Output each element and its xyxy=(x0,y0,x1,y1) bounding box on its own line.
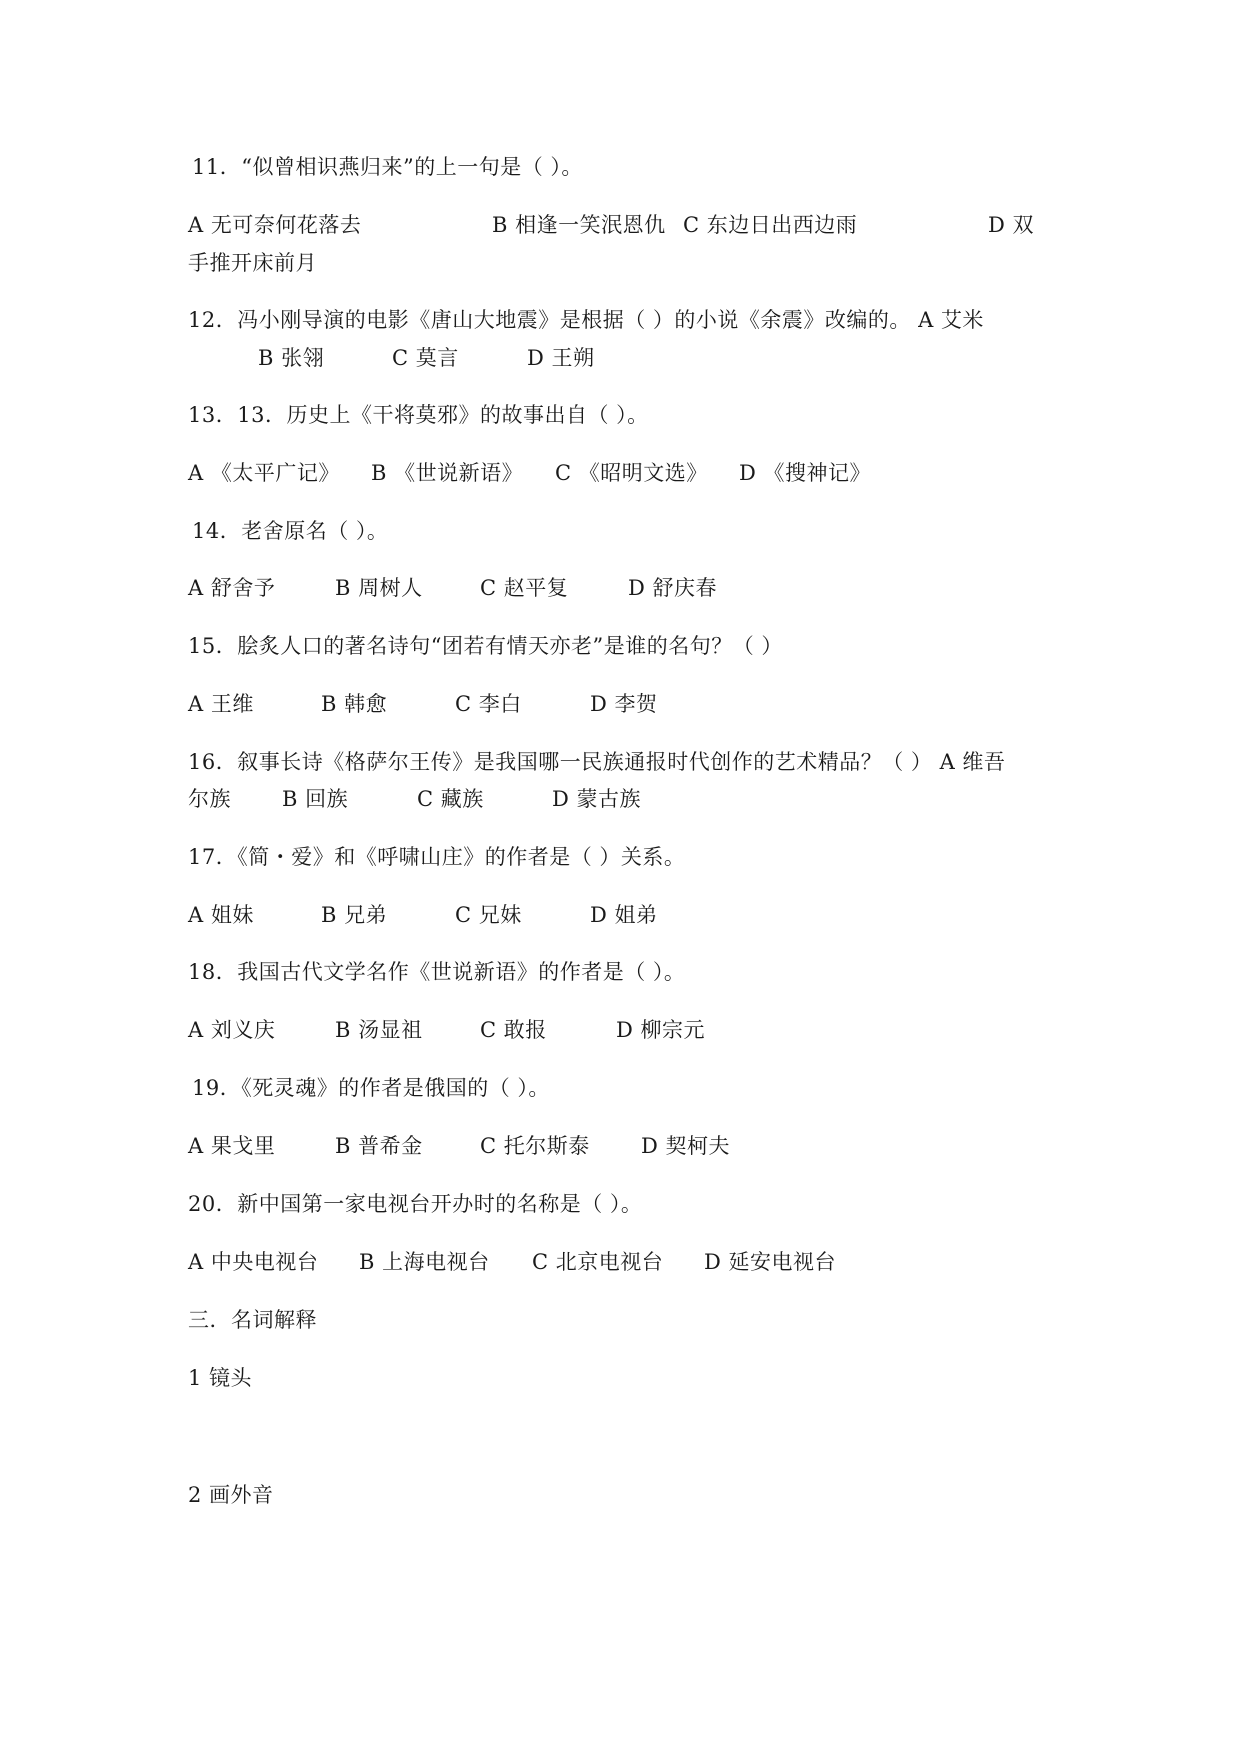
question-12-option-c: C 莫言 xyxy=(392,346,459,370)
question-20-option-c: C 北京电视台 xyxy=(532,1250,664,1274)
question-20-option-b: B 上海电视台 xyxy=(359,1250,490,1274)
question-19-option-b: B 普希金 xyxy=(335,1134,423,1158)
question-14-stem: 14．老舍原名（ ）。 xyxy=(192,519,389,543)
question-17-stem: 17．《简・爱》和《呼啸山庄》的作者是（ ）关系。 xyxy=(188,845,686,869)
question-15-option-c: C 李白 xyxy=(455,692,522,716)
question-11-option-a: A 无可奈何花落去 xyxy=(188,213,362,237)
question-20-option-d: D 延安电视台 xyxy=(704,1250,837,1274)
question-14-option-c: C 赵平复 xyxy=(480,576,569,600)
question-13-option-d: D 《搜神记》 xyxy=(739,461,872,485)
question-20-stem: 20．新中国第一家电视台开办时的名称是（ ）。 xyxy=(188,1192,643,1216)
question-18-option-d: D 柳宗元 xyxy=(616,1018,706,1042)
section-3-heading: 三．名词解释 xyxy=(188,1308,317,1332)
question-18-option-b: B 汤显祖 xyxy=(335,1018,423,1042)
question-14-option-b: B 周树人 xyxy=(335,576,423,600)
question-11-option-d-continuation: 手推开床前月 xyxy=(188,251,317,275)
question-15-option-b: B 韩愈 xyxy=(321,692,388,716)
question-19-stem: 19．《死灵魂》的作者是俄国的（ ）。 xyxy=(192,1076,550,1100)
question-17-option-d: D 姐弟 xyxy=(590,903,658,927)
question-15-option-d: D 李贺 xyxy=(590,692,658,716)
question-13-option-a: A 《太平广记》 xyxy=(188,461,340,485)
question-11-option-d: D 双 xyxy=(988,213,1035,237)
question-13-stem: 13．13．历史上《干将莫邪》的故事出自（ ）。 xyxy=(188,403,649,427)
question-20-option-a: A 中央电视台 xyxy=(188,1250,319,1274)
term-2: 2 画外音 xyxy=(188,1483,274,1507)
question-16-option-b: B 回族 xyxy=(282,787,349,811)
question-15-option-a: A 王维 xyxy=(188,692,254,716)
question-16-option-a-continuation: 尔族 xyxy=(188,787,231,811)
question-17-option-c: C 兄妹 xyxy=(455,903,522,927)
question-16-option-c: C 藏族 xyxy=(417,787,484,811)
question-12-option-b: B 张翎 xyxy=(258,346,325,370)
term-1: 1 镜头 xyxy=(188,1366,253,1390)
question-19-option-d: D 契柯夫 xyxy=(641,1134,731,1158)
question-14-option-a: A 舒舍予 xyxy=(188,576,276,600)
question-17-option-b: B 兄弟 xyxy=(321,903,388,927)
question-13-option-c: C 《昭明文选》 xyxy=(555,461,708,485)
question-12-option-d: D 王朔 xyxy=(527,346,595,370)
question-17-option-a: A 姐妹 xyxy=(188,903,254,927)
question-13-option-b: B 《世说新语》 xyxy=(371,461,524,485)
question-11-stem: 11．“似曾相识燕归来”的上一句是（ ）。 xyxy=(192,155,583,179)
question-12-stem: 12．冯小刚导演的电影《唐山大地震》是根据（ ）的小说《余震》改编的。 A 艾米 xyxy=(188,308,984,332)
question-18-stem: 18．我国古代文学名作《世说新语》的作者是（ ）。 xyxy=(188,960,686,984)
question-19-option-a: A 果戈里 xyxy=(188,1134,276,1158)
question-15-stem: 15．脍炙人口的著名诗句“团若有情天亦老”是谁的名句？（ ） xyxy=(188,634,783,658)
question-11-option-c: C 东边日出西边雨 xyxy=(683,213,858,237)
question-16-option-d: D 蒙古族 xyxy=(552,787,642,811)
question-14-option-d: D 舒庆春 xyxy=(628,576,718,600)
question-18-option-a: A 刘义庆 xyxy=(188,1018,276,1042)
question-18-option-c: C 敢报 xyxy=(480,1018,547,1042)
question-19-option-c: C 托尔斯泰 xyxy=(480,1134,590,1158)
question-11-option-b: B 相逢一笑泯恩仇 xyxy=(492,213,666,237)
question-16-stem: 16．叙事长诗《格萨尔王传》是我国哪一民族通报时代创作的艺术精品？（ ） A 维吾 xyxy=(188,750,1006,774)
